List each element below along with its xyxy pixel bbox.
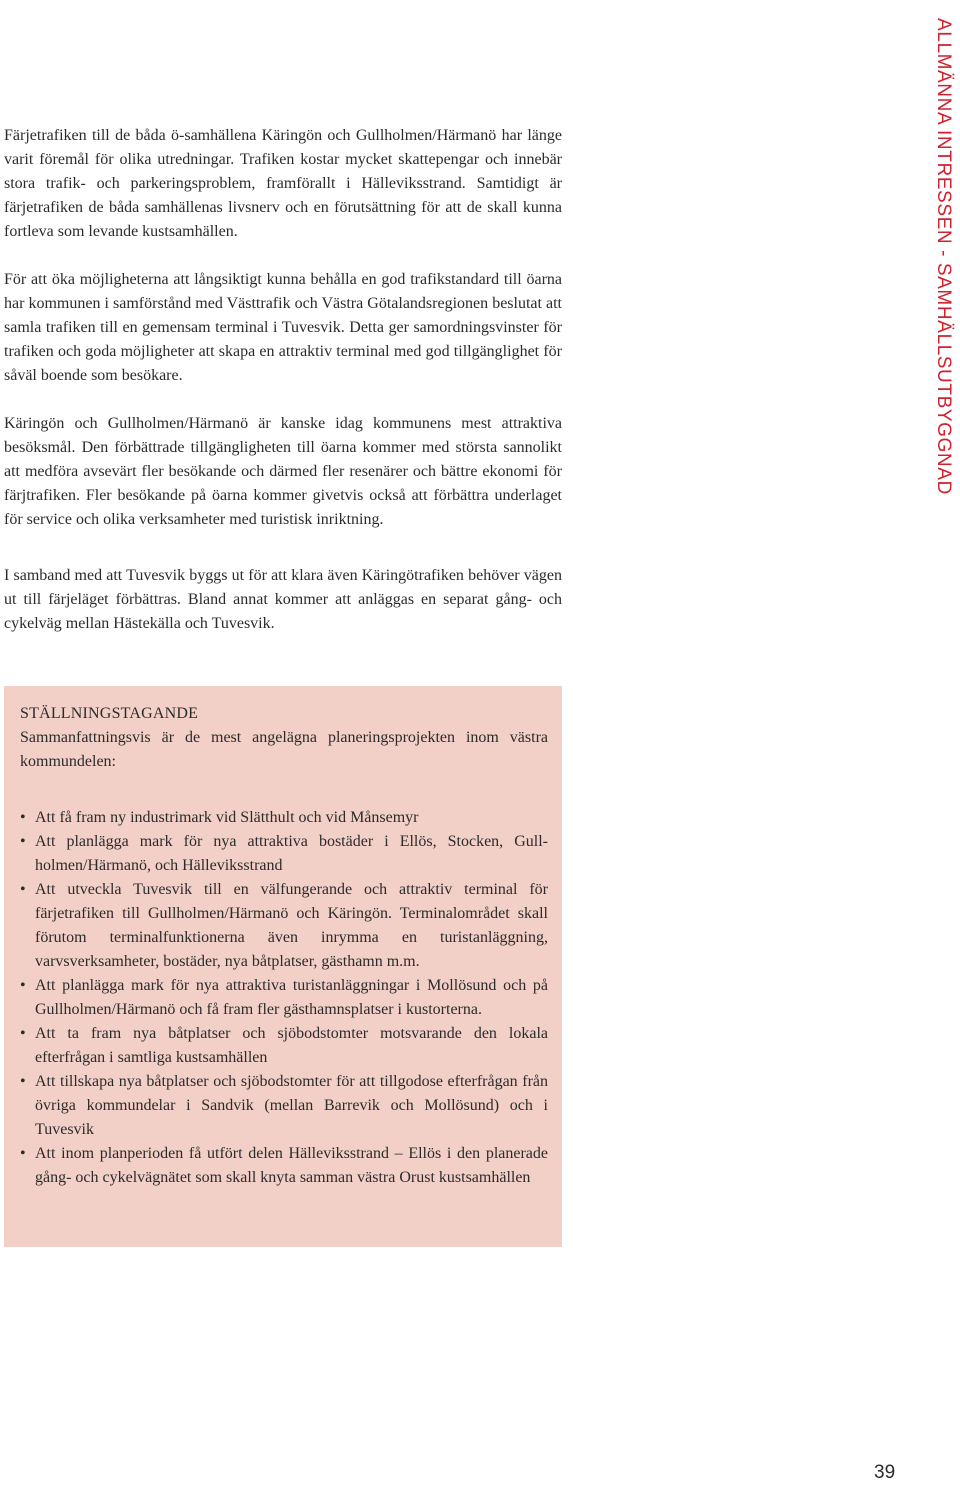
page-number: 39 (874, 1462, 896, 1483)
list-item (20, 1142, 548, 1190)
bullet-icon: • (20, 1073, 26, 1090)
list-item (20, 830, 548, 878)
list-item-text: Att få fram ny industrimark vid Slätthult och vid Månsemyr (35, 809, 419, 826)
stance-intro: Sammanfattningsvis är de mest angelägna planeringsprojekten inom västra kommundelen: (20, 729, 548, 770)
list-item (20, 806, 548, 830)
bullet-icon: • (20, 1145, 26, 1162)
paragraph-road-improvement: I samband med att Tuvesvik byggs ut för att klara även Käringötrafiken behöver vägen ut till färjeläget förbättras. Bland annat kommer att anläggas en separat gång- och cykelväg mellan Hästekälla och Tuvesvik. (4, 567, 562, 632)
bullet-icon: • (20, 809, 26, 826)
bullet-icon: • (20, 881, 26, 898)
bullet-icon: • (20, 977, 26, 994)
stance-box (4, 686, 562, 1247)
list-item (20, 974, 548, 1022)
paragraph-visitors: Käringön och Gullholmen/Härmanö är kanske idag kommunens mest attraktiva besöksmål. Den förbättrade tillgängligheten till öarna kommer med största sannolikt att medföra avsevärt fler besökande och därmed fler resenärer och bättre ekonomi för färjtrafiken. Fler besökande på öarna kommer givetvis också att förbättra underlaget för service och olika verksamheter med turistisk inriktning. (4, 415, 562, 528)
bullet-icon: • (20, 1025, 26, 1042)
section-title-vertical: ALLMÄNNA INTRESSEN - SAMHÄLLSUTBYGGNAD (933, 18, 954, 495)
list-item-text: Att planlägga mark för nya attraktiva bostäder i Ellös, Stocken, Gullholmen/Härmanö, och Hälleviksstrand (35, 833, 548, 874)
stance-list (20, 806, 548, 1190)
list-item-text: Att utveckla Tuvesvik till en välfungerande och attraktiv terminal för färjetrafiken till Gullholmen/Härmanö och Käringön. Terminalområdet skall förutom terminalfunktionerna även inrymma en turistanläggning, varvsverksamheter, bostäder, nya båtplatser, gästhamn m.m. (35, 881, 548, 970)
list-item-text: Att planlägga mark för nya attraktiva turistanläggningar i Mollösund och på Gullholmen/Härmanö och få fram fler gästhamnsplatser i kustorterna. (35, 977, 548, 1018)
bullet-icon: • (20, 833, 26, 850)
list-item (20, 878, 548, 974)
list-item (20, 1070, 548, 1142)
main-text-column (4, 124, 562, 660)
stance-heading: STÄLLNINGSTAGANDE (20, 705, 199, 722)
list-item-text: Att ta fram nya båtplatser och sjöbodstomter motsvarande den lokala efterfrågan i samtliga kustsamhällen (35, 1025, 548, 1066)
list-item-text: Att inom planperioden få utfört delen Hälleviksstrand – Ellös i den planerade gång- och cykelvägnätet som skall knyta samman västra Orust kustsamhällen (35, 1145, 548, 1186)
list-item (20, 1022, 548, 1070)
paragraph-ferry-traffic: Färjetrafiken till de båda ö-samhällena Käringön och Gullholmen/Härmanö har länge varit föremål för olika utredningar. Trafiken kostar mycket skattepengar och innebär stora trafik- och parkeringsproblem, framförallt i Hälleviksstrand. Samtidigt är färjetrafiken de båda samhällenas livsnerv och en förutsättning för att de skall kunna fortleva som levande kustsamhällen. (4, 127, 562, 240)
paragraph-terminal-tuvesvik: För att öka möjligheterna att långsiktigt kunna behålla en god trafikstandard till öarna har kommunen i samförstånd med Västtrafik och Västra Götalandsregionen beslutat att samla trafiken till en gemensam terminal i Tuvesvik. Detta ger samordningsvinster för trafiken och goda möjligheter att skapa en attraktiv terminal med god tillgänglighet för såväl boende som besökare. (4, 271, 562, 384)
list-item-text: Att tillskapa nya båtplatser och sjöbodstomter för att tillgodose efterfrågan från övriga kommundelar i Sandvik (mellan Barrevik och Mollösund) och i Tuvesvik (35, 1073, 548, 1138)
section-side-tab (926, 18, 960, 495)
section-side-tab-wrap (926, 18, 960, 495)
